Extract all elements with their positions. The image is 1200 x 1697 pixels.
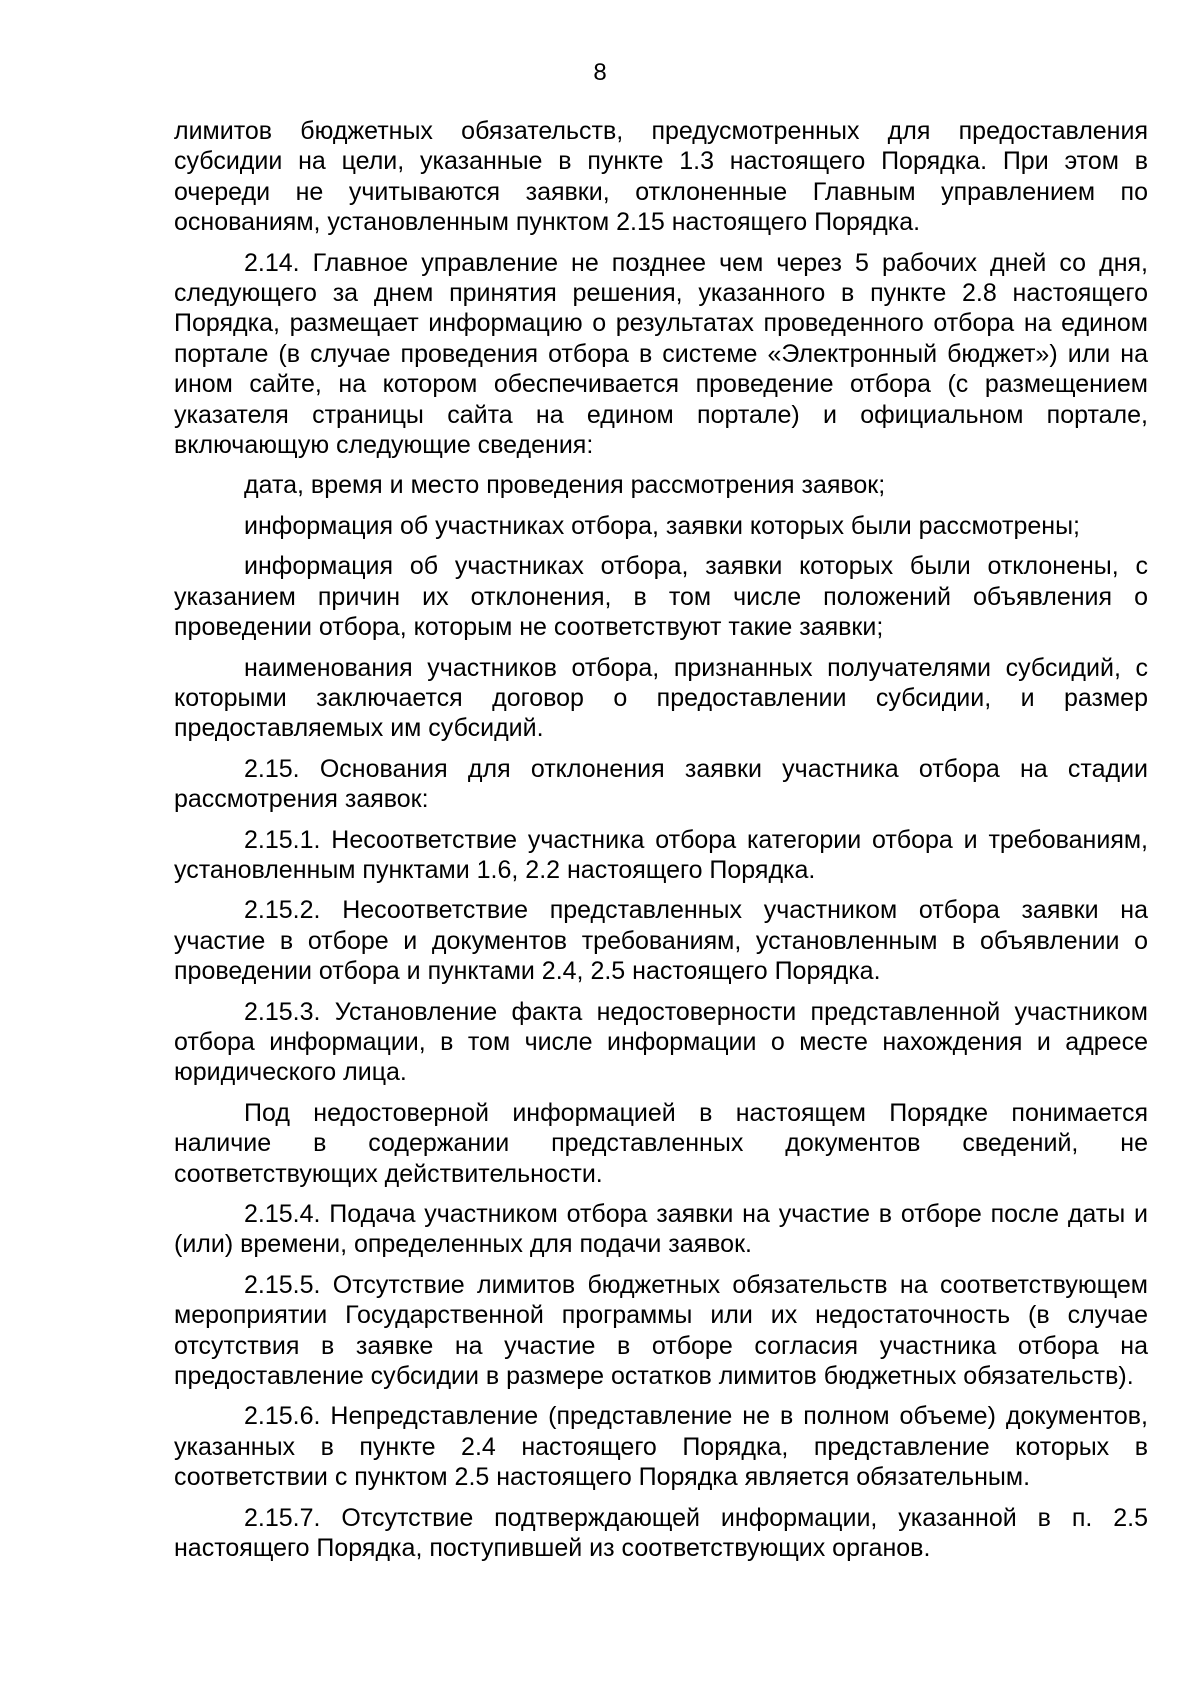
paragraph-2-15-2: 2.15.2. Несоответствие представленных участником отбора заявки на участие в отборе и документов требованиям, установленным в объявлении о проведении отбора и пунктами 2.4, 2.5 настоящего Порядка. (174, 896, 1148, 986)
paragraph-definition: Под недостоверной информацией в настоящем Порядке понимается наличие в содержании представленных документов сведений, не соответствующих действительности. (174, 1098, 1148, 1188)
paragraph-2-15-3: 2.15.3. Установление факта недостоверности представленной участником отбора информации, в том числе информации о месте нахождения и адресе юридического лица. (174, 997, 1148, 1087)
paragraph-2-15-6: 2.15.6. Непредставление (представление не в полном объеме) документов, указанных в пункте 2.4 настоящего Порядка, представление которых в соответствии с пунктом 2.5 настоящего Порядка является обязательным. (174, 1402, 1148, 1492)
paragraph-list-item-recipients: наименования участников отбора, признанных получателями субсидий, с которыми заключается договор о предоставлении субсидии, и размер предоставляемых им субсидий. (174, 653, 1148, 743)
paragraph-list-item-reviewed: информация об участниках отбора, заявки которых были рассмотрены; (244, 511, 1080, 540)
document-body (174, 116, 1148, 1563)
paragraph-list-item-rejected: информация об участниках отбора, заявки которых были отклонены, с указанием причин их отклонения, в том числе положений объявления о проведении отбора, которым не соответствуют такие заявки; (174, 552, 1148, 642)
page-number: 8 (593, 59, 607, 86)
paragraph-2-15: 2.15. Основания для отклонения заявки участника отбора на стадии рассмотрения заявок: (174, 754, 1148, 814)
paragraph-2-15-7: 2.15.7. Отсутствие подтверждающей информации, указанной в п. 2.5 настоящего Порядка, поступившей из соответствующих органов. (174, 1503, 1148, 1563)
paragraph-2-14: 2.14. Главное управление не позднее чем через 5 рабочих дней со дня, следующего за днем принятия решения, указанного в пункте 2.8 настоящего Порядка, размещает информацию о результатах проведенного отбора на едином портале (в случае проведения отбора в системе «Электронный бюджет») или на ином сайте, на котором обеспечивается проведение отбора (с размещением указателя страницы сайта на едином портале) и официальном портале, включающую следующие сведения: (174, 248, 1148, 460)
paragraph-2-15-4: 2.15.4. Подача участником отбора заявки на участие в отборе после даты и (или) времени, определенных для подачи заявок. (174, 1200, 1148, 1259)
paragraph-list-item-date: дата, время и место проведения рассмотрения заявок; (244, 471, 886, 500)
paragraph-2-15-5: 2.15.5. Отсутствие лимитов бюджетных обязательств на соответствующем мероприятии Государственной программы или их недостаточность (в случае отсутствия в заявке на участие в отборе согласия участника отбора на предоставление субсидии в размере остатков лимитов бюджетных обязательств). (174, 1270, 1148, 1391)
paragraph-continuation: лимитов бюджетных обязательств, предусмотренных для предоставления субсидии на цели, указанные в пункте 1.3 настоящего Порядка. При этом в очереди не учитываются заявки, отклоненные Главным управлением по основаниям, установленным пунктом 2.15 настоящего Порядка. (174, 117, 1148, 237)
paragraph-2-15-1: 2.15.1. Несоответствие участника отбора категории отбора и требованиям, установленным пунктами 1.6, 2.2 настоящего Порядка. (174, 825, 1148, 884)
